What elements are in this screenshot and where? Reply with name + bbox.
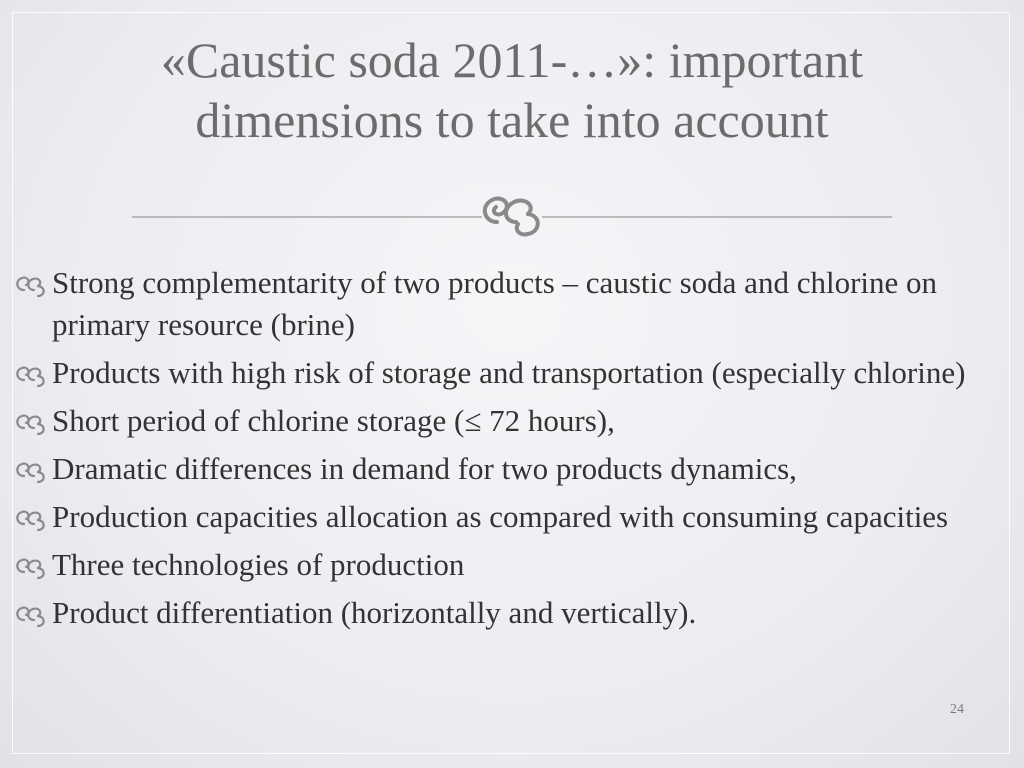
- swirl-bullet-icon: [12, 506, 50, 532]
- title-line-1: «Caustic soda 2011-…»: important: [160, 32, 864, 88]
- title-line-2: dimensions to take into account: [195, 92, 829, 148]
- bullet-text: Products with high risk of storage and transportation (especially chlorine): [52, 355, 966, 390]
- swirl-bullet-icon: [12, 458, 50, 484]
- bullet-item: [12, 262, 1002, 346]
- bullet-text: Short period of chlorine storage (≤ 72 hours),: [52, 403, 615, 438]
- bullet-item: [12, 400, 1002, 442]
- bullet-item: [12, 592, 1002, 634]
- bullet-item: [12, 496, 1002, 538]
- bullet-item: [12, 352, 1002, 394]
- swirl-bullet-icon: [12, 272, 50, 298]
- bullet-item: [12, 448, 1002, 490]
- slide-title: [40, 30, 984, 150]
- bullet-list: [12, 262, 1002, 640]
- bullet-text: Three technologies of production: [52, 547, 465, 582]
- title-divider: [132, 186, 892, 246]
- slide-number: 24: [950, 702, 964, 717]
- swirl-bullet-icon: [12, 410, 50, 436]
- swirl-bullet-icon: [12, 602, 50, 628]
- bullet-text: Strong complementarity of two products – caustic soda and chlorine on primary resource (brine): [52, 265, 938, 342]
- ornament-swirl-icon: [485, 199, 538, 235]
- swirl-bullet-icon: [12, 362, 50, 388]
- bullet-text: Dramatic differences in demand for two products dynamics,: [52, 451, 797, 486]
- bullet-text: Product differentiation (horizontally and vertically).: [52, 595, 697, 630]
- bullet-item: [12, 544, 1002, 586]
- bullet-text: Production capacities allocation as compared with consuming capacities: [52, 499, 949, 534]
- swirl-bullet-icon: [12, 554, 50, 580]
